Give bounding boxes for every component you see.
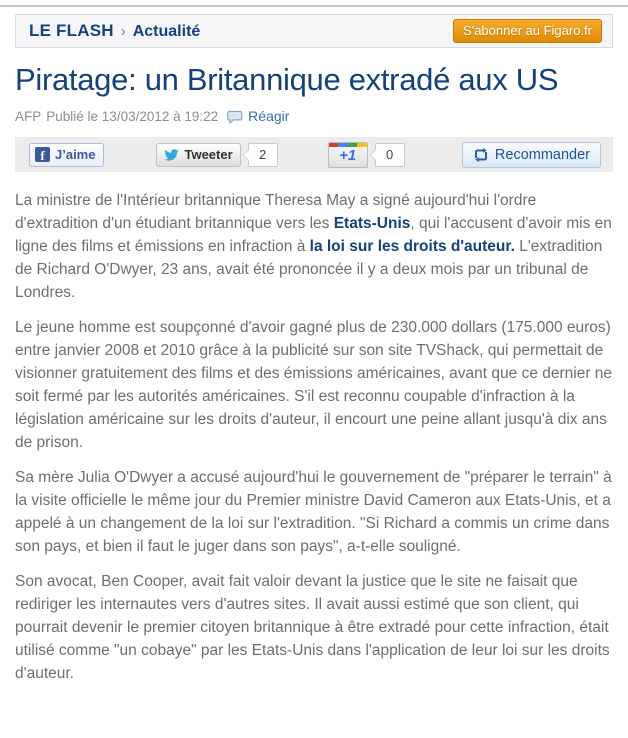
- twitter-bird-icon: [163, 148, 180, 162]
- paragraph-text: L'extradition de Richard O'Dwyer, 23 ans, avait été prononcée il y a deux mois par un tribunal de Londres.: [15, 238, 603, 301]
- article-page: [15, 14, 613, 685]
- inline-link[interactable]: Etats-Unis: [333, 215, 411, 232]
- byline-date: Publié le 13/03/2012 à 19:22: [46, 108, 219, 124]
- top-divider: [0, 0, 628, 7]
- comment-bubble-icon: [227, 110, 243, 124]
- paragraph-text: Le jeune homme est soupçonné d'avoir gagné plus de 230.000 dollars (175.000 euros) entre janvier 2008 et 2010 grâce à la publicité sur son site TVShack, qui permettait de visionner gratuitement des films et des émissions américaines, avant que ce dernier ne soit fermé par les autorités américaines. S'il est reconnu coupable d'infraction à la législation américaine sur les droits d'auteur, il encourt une peine allant jusqu'à dix ans de prison.: [15, 319, 613, 451]
- paragraph-text: , qui l'accusent d'avoir mis en ligne des films et émissions en infraction à: [15, 215, 612, 255]
- breadcrumb-actualite[interactable]: Actualité: [132, 23, 201, 40]
- breadcrumb-separator: ›: [120, 23, 126, 40]
- article-paragraph: [15, 316, 613, 454]
- recommend-button[interactable]: [462, 142, 601, 168]
- facebook-icon: f: [35, 147, 50, 162]
- tweet-button[interactable]: [156, 143, 240, 167]
- retweet-icon: [473, 148, 489, 162]
- article-body: [15, 189, 613, 685]
- paragraph-text: Sa mère Julia O'Dwyer a accusé aujourd'hui le gouvernement de "préparer le terrain" à la visite officielle le même jour du Premier ministre David Cameron aux Etats-Unis, et a appelé à un changement de la loi sur l'extradition. "Si Richard a commis un crime dans son pays, et bien il faut le juger dans son pays", a-t-elle souligné.: [15, 469, 612, 555]
- tweet-count-bubble: 2: [248, 143, 278, 167]
- breadcrumb: [29, 21, 200, 41]
- recommend-label: Recommander: [494, 146, 590, 163]
- facebook-like-button[interactable]: [29, 143, 104, 167]
- social-bar: [15, 137, 613, 172]
- tweet-label: Tweeter: [184, 147, 233, 162]
- inline-link[interactable]: la loi sur les droits d'auteur.: [309, 238, 515, 255]
- byline: [15, 108, 613, 124]
- breadcrumb-le-flash[interactable]: LE FLASH: [29, 21, 114, 40]
- byline-source: AFP: [15, 108, 42, 124]
- plusone-label: +1: [339, 146, 357, 164]
- paragraph-text: Son avocat, Ben Cooper, avait fait valoir devant la justice que le site ne faisait que rediriger les internautes vers d'autres sites. Il avait aussi estimé que son client, qui pourrait devenir le premier citoyen britannique à être extradé pour cette infraction, était utilisé comme "un cobaye" par les Etats-Unis dans l'application de leur loi sur les droits d'auteur.: [15, 573, 610, 682]
- subscribe-button[interactable]: S'abonner au Figaro.fr: [453, 19, 602, 43]
- react-link[interactable]: Réagir: [248, 108, 290, 124]
- article-paragraph: [15, 570, 613, 685]
- facebook-like-label: J’aime: [55, 147, 96, 162]
- article-paragraph: [15, 189, 613, 304]
- article-title: Piratage: un Britannique extradé aux US: [15, 62, 559, 97]
- breadcrumb-bar: [15, 14, 613, 48]
- paragraph-text: La ministre de l'Intérieur britannique Theresa May a signé aujourd'hui l'ordre d'extradition d'un étudiant britannique vers les: [15, 192, 537, 232]
- article-paragraph: [15, 466, 613, 558]
- plusone-button[interactable]: [328, 142, 368, 168]
- google-colors-stripe: [329, 143, 367, 147]
- plusone-count-bubble: 0: [375, 143, 405, 167]
